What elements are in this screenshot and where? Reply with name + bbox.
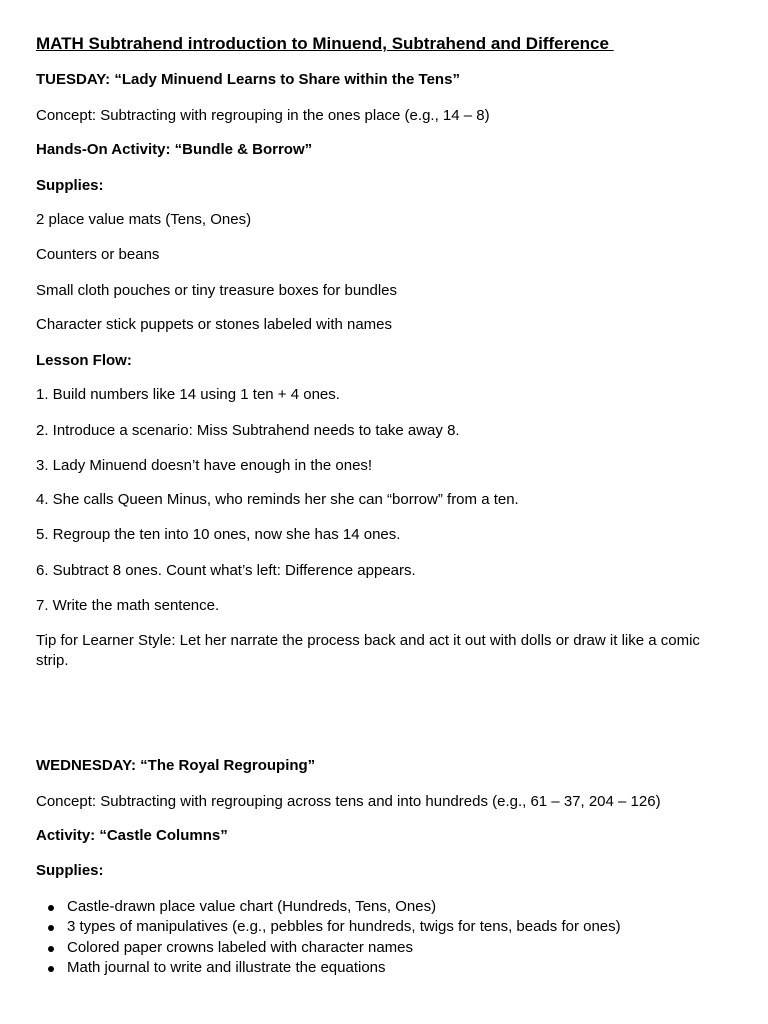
wednesday-activity-heading: Activity: “Castle Columns” (36, 827, 228, 844)
wednesday-supplies-heading: Supplies: (36, 862, 104, 879)
supply-text: 3 types of manipulatives (e.g., pebbles for hundreds, twigs for tens, beads for ones) (67, 918, 621, 936)
document-title: MATH Subtrahend introduction to Minuend, Subtrahend and Difference (36, 34, 614, 53)
tuesday-concept: Concept: Subtracting with regrouping in the ones place (e.g., 14 – 8) (36, 107, 490, 124)
wednesday-heading: WEDNESDAY: “The Royal Regrouping” (36, 757, 316, 774)
tuesday-supply-item: 2 place value mats (Tens, Ones) (36, 211, 252, 228)
learner-style-tip: Tip for Learner Style: Let her narrate the process back and act it out with dolls or draw it like a comic strip. (36, 632, 700, 669)
wednesday-supplies-list (36, 897, 621, 979)
tuesday-supplies-heading: Supplies: (36, 177, 104, 194)
list-item (36, 917, 621, 937)
bullet-icon (48, 905, 54, 911)
tuesday-heading: TUESDAY: “Lady Minuend Learns to Share within the Tens” (36, 71, 460, 88)
supply-text: Colored paper crowns labeled with character names (67, 938, 414, 956)
bullet-icon (48, 925, 54, 931)
lesson-step: 5. Regroup the ten into 10 ones, now she has 14 ones. (36, 526, 401, 543)
lesson-step: 4. She calls Queen Minus, who reminds her she can “borrow” from a ten. (36, 491, 519, 508)
wednesday-concept: Concept: Subtracting with regrouping across tens and into hundreds (e.g., 61 – 37, 204 – 126) (36, 793, 661, 810)
lesson-step: 1. Build numbers like 14 using 1 ten + 4 ones. (36, 386, 340, 403)
tuesday-supply-item: Counters or beans (36, 246, 160, 263)
supply-text: Math journal to write and illustrate the equations (67, 959, 386, 977)
tuesday-supply-item: Character stick puppets or stones labeled with names (36, 316, 393, 333)
list-item (36, 897, 621, 917)
lesson-step: 6. Subtract 8 ones. Count what’s left: Difference appears. (36, 562, 416, 579)
supply-text: Castle-drawn place value chart (Hundreds, Tens, Ones) (67, 898, 437, 915)
bullet-icon (48, 946, 54, 952)
tuesday-supply-item: Small cloth pouches or tiny treasure boxes for bundles (36, 282, 398, 299)
lesson-step: 7. Write the math sentence. (36, 597, 220, 614)
list-item (36, 958, 621, 978)
lesson-step: 3. Lady Minuend doesn’t have enough in the ones! (36, 457, 373, 474)
bullet-icon (48, 966, 54, 972)
list-item (36, 938, 621, 958)
lesson-step: 2. Introduce a scenario: Miss Subtrahend needs to take away 8. (36, 422, 460, 439)
lesson-flow-heading: Lesson Flow: (36, 352, 132, 369)
tuesday-activity-heading: Hands-On Activity: “Bundle & Borrow” (36, 141, 313, 158)
